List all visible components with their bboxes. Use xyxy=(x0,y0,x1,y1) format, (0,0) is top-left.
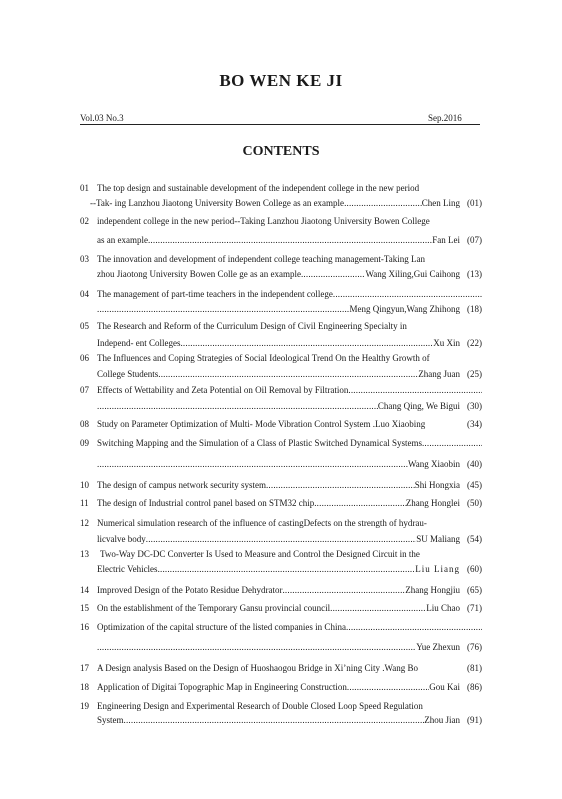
entry-page: (07) xyxy=(467,235,482,245)
entry-author: Xu Xin xyxy=(433,338,460,348)
entry-title: Switching Mapping and the Simulation of a Class of Plastic Switched Dynamical Systems xyxy=(97,438,422,448)
entry-number: 07 xyxy=(80,385,89,395)
entry-number: 13 xyxy=(80,549,89,559)
entry-page: (50) xyxy=(467,498,482,508)
dot-leader xyxy=(347,682,429,693)
entry-page: (60) xyxy=(467,564,482,574)
entry-author: Liu Liang xyxy=(415,564,460,574)
entry-number: 17 xyxy=(80,663,89,673)
entry-page: (76) xyxy=(467,642,482,652)
entry-title-cont: Independ- ent Colleges xyxy=(97,338,181,348)
entry-page: (65) xyxy=(467,585,482,595)
toc-entry-05[interactable] xyxy=(80,321,482,349)
entry-title: Two-Way DC-DC Converter Is Used to Measure and Control the Designed Circuit in the xyxy=(100,549,420,559)
entry-number: 05 xyxy=(80,321,89,331)
journal-title: BO WEN KE JI xyxy=(219,71,343,90)
toc-entry-03[interactable] xyxy=(80,254,482,280)
dot-leader xyxy=(344,198,422,209)
dot-leader xyxy=(97,401,378,412)
dot-leader xyxy=(314,498,406,509)
dot-leader xyxy=(148,235,432,246)
entry-title: Effects of Wettability and Zeta Potential on Oil Removal by Filtration xyxy=(97,385,349,395)
entry-number: 18 xyxy=(80,682,89,692)
contents-heading: CONTENTS xyxy=(242,144,320,159)
entry-author: Chen Ling xyxy=(421,198,460,208)
toc-entry-06[interactable] xyxy=(80,353,482,380)
toc-entry-17[interactable] xyxy=(80,663,482,674)
dot-leader xyxy=(97,304,349,315)
entry-number: 04 xyxy=(80,289,89,299)
dot-leader xyxy=(180,338,433,349)
entry-title: The top design and sustainable development of the independent college in the new period xyxy=(97,183,420,193)
entry-author: Meng Qingyun,Wang Zhihong xyxy=(349,304,460,314)
entry-number: 19 xyxy=(80,701,89,711)
entry-title: Numerical simulation research of the influence of castingDefects on the strength of hydrau- xyxy=(97,518,427,528)
entry-title-cont: System xyxy=(97,715,124,725)
toc-entry-07[interactable] xyxy=(80,385,482,412)
entry-page: (40) xyxy=(467,459,482,469)
toc-entry-19[interactable] xyxy=(80,701,482,726)
toc-entry-10[interactable] xyxy=(80,480,482,491)
entry-page: (86) xyxy=(467,682,482,692)
dot-leader xyxy=(158,564,416,575)
entry-author: Wang Bo xyxy=(384,663,419,673)
entry-title-cont: College Students xyxy=(97,369,159,379)
entry-page: (34) xyxy=(467,419,482,429)
toc-entry-16[interactable] xyxy=(80,622,482,653)
entry-title: Engineering Design and Experimental Research of Double Closed Loop Speed Regulation xyxy=(97,701,423,711)
entry-page: (81) xyxy=(467,663,482,673)
entry-author: Luo Xiaobing xyxy=(375,419,426,429)
entry-number: 06 xyxy=(80,353,89,363)
entry-title: The Influences and Coping Strategies of Social Ideological Trend On the Healthy Growth of xyxy=(97,353,430,363)
toc-entry-13[interactable] xyxy=(80,549,482,575)
dot-leader xyxy=(346,622,482,633)
toc-entry-15[interactable] xyxy=(80,603,482,614)
entry-page: (71) xyxy=(467,603,482,613)
entry-title: The design of Industrial control panel based on STM32 chip xyxy=(97,498,315,508)
toc-entry-11[interactable] xyxy=(80,498,482,509)
entry-number: 02 xyxy=(80,216,89,226)
entry-author: Zhang Juan xyxy=(418,369,460,379)
entry-title: The design of campus network security system xyxy=(97,480,266,490)
dot-leader xyxy=(124,715,425,726)
entry-author: Wang Xiaobin xyxy=(407,459,460,469)
entry-page: (54) xyxy=(467,534,482,544)
dot-leader xyxy=(422,438,482,449)
issue-date: Sep.2016 xyxy=(428,113,462,123)
toc-entry-18[interactable] xyxy=(80,682,482,693)
entry-title: Improved Design of the Potato Residue Dehydrator xyxy=(97,585,283,595)
entry-title: Study on Parameter Optimization of Multi- Mode Vibration Control System . xyxy=(97,419,376,429)
entry-number: 11 xyxy=(80,498,89,508)
entry-author: Zhang Hongjiu xyxy=(405,585,460,595)
entry-title: The innovation and development of independent college teaching management-Taking Lan xyxy=(97,254,426,264)
dot-leader xyxy=(97,459,408,470)
toc-entry-12[interactable] xyxy=(80,518,482,545)
entry-title: A Design analysis Based on the Design of Huoshaogou Bridge in Xi’ning City . xyxy=(97,663,385,673)
entry-title: Optimization of the capital structure of the listed companies in China xyxy=(97,622,346,632)
entry-title-cont: licvalve body xyxy=(97,534,146,544)
entry-title: Application of Digitai Topographic Map in Engineering Construction xyxy=(97,682,347,692)
entry-number: 10 xyxy=(80,480,89,490)
dot-leader xyxy=(301,269,366,280)
entry-number: 08 xyxy=(80,419,89,429)
entry-page: (25) xyxy=(467,369,482,379)
toc-entry-08[interactable] xyxy=(80,419,482,430)
entry-title-cont: Electric Vehicles xyxy=(97,564,158,574)
entry-author: Gou Kai xyxy=(429,682,460,692)
dot-leader xyxy=(97,642,416,653)
entry-page: (01) xyxy=(467,198,482,208)
dot-leader xyxy=(333,289,482,300)
entry-author: Zhou Jian xyxy=(424,715,460,725)
entry-author: SU Maliang xyxy=(416,534,460,544)
entry-author: Shi Hongxia xyxy=(414,480,460,490)
entry-title: The Research and Reform of the Curriculum Design of Civil Engineering Specialty in xyxy=(97,321,407,331)
entry-author: Wang Xiling,Gui Caihong xyxy=(365,269,460,279)
dot-leader xyxy=(158,369,418,380)
dot-leader xyxy=(282,585,405,596)
dot-leader xyxy=(266,480,415,491)
entry-number: 12 xyxy=(80,518,89,528)
toc-entry-09[interactable] xyxy=(80,438,482,470)
entry-title-cont: zhou Jiaotong University Bowen Colle ge as an example xyxy=(97,269,301,279)
entry-page: (22) xyxy=(467,338,482,348)
entry-author: Yue Zhexun xyxy=(416,642,460,652)
entry-number: 15 xyxy=(80,603,89,613)
entry-page: (45) xyxy=(467,480,482,490)
entry-title-cont: as an example xyxy=(97,235,148,245)
dot-leader xyxy=(146,534,417,545)
entry-page: (13) xyxy=(467,269,482,279)
toc-entry-02[interactable] xyxy=(80,216,482,246)
entry-title: independent college in the new period--Taking Lanzhou Jiaotong University Bowen College xyxy=(97,216,430,226)
entry-number: 03 xyxy=(80,254,89,264)
entry-number: 16 xyxy=(80,622,89,632)
entry-page: (30) xyxy=(467,401,482,411)
volume-label: Vol.03 No.3 xyxy=(80,113,124,123)
entry-author: Liu Chao xyxy=(426,603,460,613)
entry-number: 14 xyxy=(80,585,89,595)
toc-entry-04[interactable] xyxy=(80,289,482,315)
entry-author: Fan Lei xyxy=(432,235,460,245)
header-rule xyxy=(80,124,480,125)
entry-number: 09 xyxy=(80,438,89,448)
entry-title-cont: --Tak- ing Lanzhou Jiaotong University Bowen College as an example xyxy=(90,198,345,208)
dot-leader xyxy=(330,603,426,614)
entry-title: On the establishment of the Temporary Gansu provincial council xyxy=(97,603,331,613)
entry-number: 01 xyxy=(80,183,89,193)
entry-author: Zhang Honglei xyxy=(405,498,460,508)
toc-entry-14[interactable] xyxy=(80,585,482,596)
toc-entry-01[interactable] xyxy=(80,183,482,209)
entry-page: (18) xyxy=(467,304,482,314)
entry-title: The management of part-time teachers in the independent college xyxy=(97,289,333,299)
dot-leader xyxy=(348,385,482,396)
entry-author: Chang Qing, We Bigui xyxy=(377,401,460,411)
entry-page: (91) xyxy=(467,715,482,725)
